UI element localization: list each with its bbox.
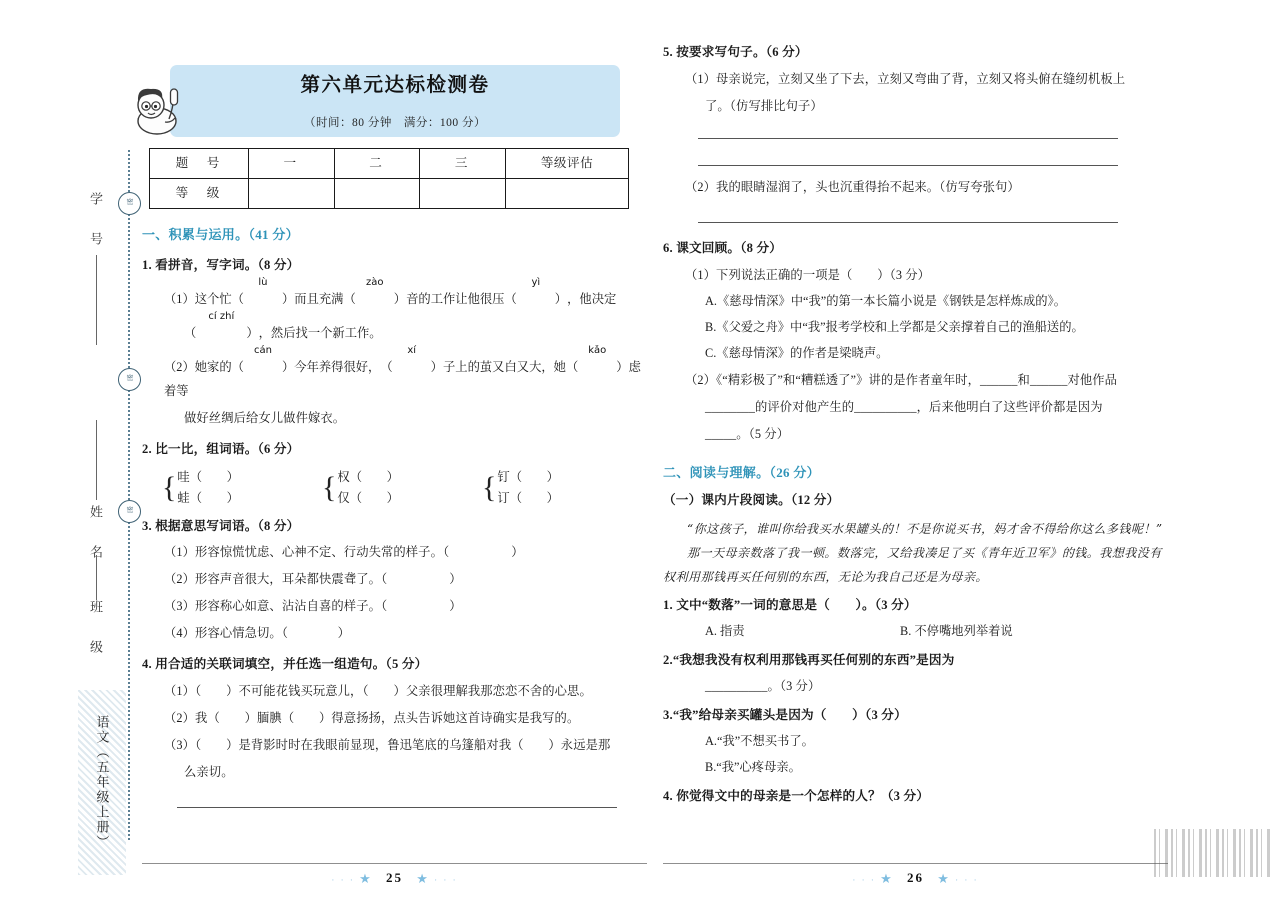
question-4-item[interactable]: 么亲切。	[184, 764, 234, 779]
question-6-title: 6. 课文回顾。（8 分）	[663, 241, 783, 256]
stars-right: · · ·	[955, 875, 979, 885]
text-fragment: 虑着等	[164, 359, 641, 398]
subject-tab	[78, 690, 126, 875]
question-6-sub-1[interactable]: （1）下列说法正确的一项是（ ）（3 分）	[685, 268, 931, 282]
pinyin-blank-lu[interactable]: lù （ ）	[232, 288, 295, 312]
answer-line[interactable]	[698, 165, 1118, 166]
question-1-line-1	[164, 276, 647, 312]
seal-icon: 密	[118, 368, 141, 391]
stars-right: · · ·	[434, 875, 458, 885]
answer-line[interactable]	[698, 138, 1118, 139]
text-fragment: （1）这个忙	[164, 291, 232, 306]
question-3-title: 3. 根据意思写词语。（8 分）	[142, 518, 300, 533]
reading-q3-option-a[interactable]: A.“我”不想买书了。	[705, 733, 814, 748]
write-rule	[96, 420, 97, 500]
question-3-item[interactable]: （2）形容声音很大，耳朵都快震聋了。（ ）	[164, 572, 462, 587]
seal-icon: 密	[118, 192, 141, 215]
brace-bottom[interactable]: 蛙（ ）	[177, 490, 239, 505]
reading-part-1-title: （一）课内片段阅读。（12 分）	[663, 493, 840, 508]
student-name-label: 姓 名	[88, 505, 103, 565]
star-icon: ★	[416, 871, 430, 886]
pinyin-label: zào	[366, 276, 384, 288]
pinyin-label: cán	[253, 344, 272, 356]
text-fragment: ，然后找一个新工作。	[258, 325, 382, 340]
footer-rule	[663, 863, 1168, 864]
text-fragment: ，他决定	[567, 291, 617, 306]
brace-top[interactable]: 哇（ ）	[177, 470, 239, 485]
table-cell: 三	[420, 149, 506, 179]
left-column	[142, 40, 647, 808]
question-6-sub-2b[interactable]: ________的评价对他产生的__________，后来他明白了这些评价都是因为	[705, 399, 1103, 414]
question-4-item[interactable]: （2）我（ ）腼腆（ ）得意扬扬，点头告诉她这首诗确实是我写的。	[164, 710, 580, 725]
question-3-item[interactable]: （4）形容心情急切。（ ）	[164, 626, 351, 641]
write-rule	[96, 555, 97, 600]
brace-group	[162, 467, 322, 508]
text-fragment: 子上的茧又白又大，她	[442, 359, 566, 374]
answer-line[interactable]	[698, 222, 1118, 223]
question-6-option-a[interactable]: A.《慈母情深》中“我”的第一本长篇小说是《钢铁是怎样炼成的》。	[705, 293, 1067, 308]
pinyin-blank-cizhi[interactable]: cí zhí （ ）	[184, 322, 259, 346]
barcode-image	[1154, 829, 1272, 877]
page-number: 26	[907, 870, 924, 885]
subject-tab-label: 语文（五年级上册）	[94, 715, 110, 850]
question-5-item-1b: 了。（仿写排比句子）	[705, 98, 823, 113]
brace-top[interactable]: 权（ ）	[337, 470, 399, 485]
brace-group	[482, 467, 642, 508]
table-cell-input[interactable]	[249, 179, 335, 209]
question-4-title: 4. 用合适的关联词填空，并任选一组造句。（5 分）	[142, 657, 428, 672]
brace-icon: {	[482, 471, 497, 505]
table-cell: 等级评估	[506, 149, 629, 179]
table-cell-input[interactable]	[420, 179, 506, 209]
pinyin-blank-yi[interactable]: yì （ ）	[504, 288, 567, 312]
pinyin-label: kǎo	[588, 344, 607, 356]
reading-question-2-line-1[interactable]: 2.“我想我没有权利用那钱再买任何别的东西”是因为	[663, 652, 955, 667]
reading-passage	[663, 517, 1168, 590]
question-2-groups	[162, 467, 647, 508]
mascot-icon	[127, 79, 189, 137]
question-5-item-1a: （1）母亲说完，立刻又坐了下去，立刻又弯曲了背，立刻又将头俯在缝纫机板上	[685, 71, 1126, 86]
brace-group	[322, 467, 482, 508]
question-4-item[interactable]: （3）（ ）是背影时时在我眼前显现，鲁迅笔底的乌篷船对我（ ）永远是那	[164, 737, 611, 752]
page-number: 25	[386, 870, 403, 885]
pinyin-blank-kao[interactable]: kǎo （ ）	[566, 356, 629, 380]
reading-question-2-line-2[interactable]: __________。（3 分）	[705, 679, 821, 694]
question-3-item[interactable]: （1）形容惊慌忧虑、心神不定、行动失常的样子。（ ）	[164, 545, 524, 560]
brace-icon: {	[322, 471, 337, 505]
question-6-sub-2a[interactable]: （2）《“精彩极了”和“糟糕透了”》讲的是作者童年时，______和______对他作品	[685, 372, 1118, 387]
student-number-label: 学 号	[88, 192, 103, 252]
text-fragment: 音的工作让他很压	[406, 291, 505, 306]
footer-rule	[142, 863, 647, 864]
table-row	[150, 179, 629, 209]
table-cell: 二	[334, 149, 420, 179]
brace-top[interactable]: 钉（ ）	[497, 470, 559, 485]
star-icon: ★	[880, 871, 894, 886]
pinyin-label: yì	[531, 276, 541, 288]
passage-paragraph: “你这孩子，谁叫你给我买水果罐头的！不是你说买书，妈才舍不得给你这么多钱呢！”	[687, 521, 1163, 536]
table-cell: 等 级	[150, 179, 249, 209]
footer-stars	[663, 870, 1168, 887]
class-label: 班 级	[88, 600, 103, 660]
question-2-title: 2. 比一比，组词语。（6 分）	[142, 441, 300, 456]
pinyin-blank-can[interactable]: cán （ ）	[232, 356, 295, 380]
text-fragment: 而且充满	[294, 291, 344, 306]
question-1-line-3	[164, 344, 647, 404]
stars-left: · · ·	[852, 875, 876, 885]
pinyin-blank-xi[interactable]: xí （ ）	[380, 356, 443, 380]
reading-q1-option-b[interactable]: B. 不停嘴地列举着说	[900, 623, 1013, 638]
write-rule	[96, 255, 97, 345]
pinyin-blank-zao[interactable]: zào （ ）	[343, 288, 406, 312]
reading-question-3-title[interactable]: 3.“我”给母亲买罐头是因为（ ）（3 分）	[663, 708, 907, 723]
brace-bottom[interactable]: 仅（ ）	[337, 490, 399, 505]
footer-right	[663, 863, 1168, 887]
question-1-title: 1. 看拼音，写字词。（8 分）	[142, 258, 300, 273]
binding-dotted-line	[128, 150, 130, 840]
text-fragment: 今年养得很好，	[294, 359, 381, 374]
table-cell: 题 号	[150, 149, 249, 179]
section-heading-2: 二、阅读与理解。（26 分）	[663, 464, 820, 480]
reading-question-4-title: 4. 你觉得文中的母亲是一个怎样的人？（3 分）	[663, 788, 930, 803]
score-table	[149, 148, 629, 209]
table-cell: 一	[249, 149, 335, 179]
right-column	[663, 40, 1168, 808]
table-cell-input[interactable]	[506, 179, 629, 209]
question-6-option-c[interactable]: C.《慈母情深》的作者是梁晓声。	[705, 345, 889, 360]
question-1-line-4: 做好丝绸后给女儿做件嫁衣。	[184, 410, 346, 425]
pinyin-label: cí zhí	[208, 310, 235, 322]
question-4-item[interactable]: （1）（ ）不可能花钱买玩意儿，（ ）父亲很理解我那恋恋不舍的心思。	[164, 683, 592, 698]
pinyin-label: lù	[258, 276, 268, 288]
table-cell-input[interactable]	[334, 179, 420, 209]
reading-q1-option-a[interactable]: A. 指责	[705, 623, 745, 638]
page-subtitle: （时间：80 分钟 满分：100 分）	[304, 117, 486, 130]
pinyin-label: xí	[407, 344, 417, 356]
stars-left: · · ·	[331, 875, 355, 885]
question-6-sub-2c[interactable]: _____。（5 分）	[705, 426, 790, 441]
footer-stars	[142, 870, 647, 887]
footer-left	[142, 863, 647, 887]
table-row	[150, 149, 629, 179]
reading-question-1-title[interactable]: 1. 文中“数落”一词的意思是（ ）。（3 分）	[663, 598, 917, 613]
brace-bottom[interactable]: 订（ ）	[497, 490, 559, 505]
title-banner	[170, 65, 620, 137]
star-icon: ★	[359, 871, 373, 886]
question-5-title: 5. 按要求写句子。（6 分）	[663, 45, 808, 59]
page-title: 第六单元达标检测卷	[300, 75, 490, 97]
answer-line[interactable]	[177, 807, 617, 808]
question-6-option-b[interactable]: B.《父爱之舟》中“我”报考学校和上学都是父亲撑着自己的渔船送的。	[705, 319, 1084, 334]
question-3-item[interactable]: （3）形容称心如意、沾沾自喜的样子。（ ）	[164, 599, 462, 614]
reading-q3-option-b[interactable]: B.“我”心疼母亲。	[705, 759, 801, 774]
text-fragment: （2）她家的	[164, 359, 232, 374]
star-icon: ★	[937, 871, 951, 886]
seal-icon: 密	[118, 500, 141, 523]
question-5-item-2: （2）我的眼睛湿润了，头也沉重得抬不起来。（仿写夸张句）	[685, 180, 1020, 195]
brace-icon: {	[162, 471, 177, 505]
passage-paragraph: 那一天母亲数落了我一顿。数落完，又给我凑足了买《青年近卫军》的钱。我想我没有权利用那钱再买任何别的东西，无论为我自己还是为母亲。	[663, 545, 1162, 585]
section-heading-1: 一、积累与运用。（41 分）	[142, 227, 299, 242]
